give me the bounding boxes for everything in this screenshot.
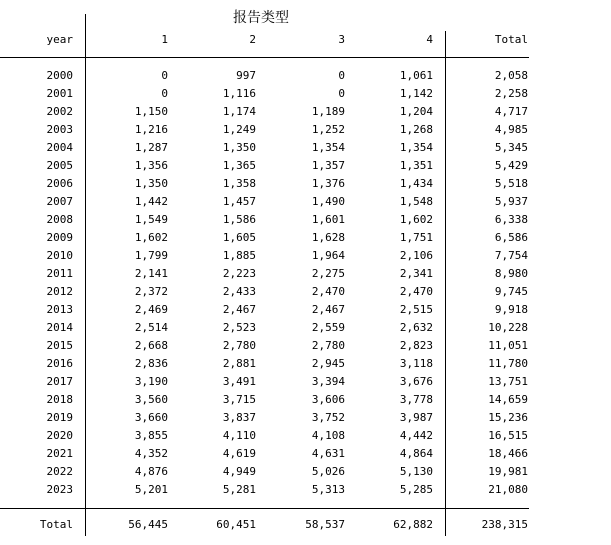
row-total-cell: 6,586 <box>494 231 528 244</box>
row-total-cell: 9,918 <box>494 303 528 316</box>
value-cell-1: 2,469 <box>134 303 168 316</box>
value-cell-1: 3,560 <box>134 393 168 406</box>
year-cell: 2023 <box>46 483 73 496</box>
row-total-cell: 4,717 <box>494 105 528 118</box>
value-cell-4: 3,778 <box>399 393 433 406</box>
value-cell-1: 0 <box>161 87 168 100</box>
value-cell-3: 2,467 <box>311 303 345 316</box>
row-total-cell: 13,751 <box>488 375 528 388</box>
value-cell-3: 2,945 <box>311 357 345 370</box>
row-total-cell: 2,258 <box>494 87 528 100</box>
row-header-label: year <box>46 33 73 46</box>
value-cell-2: 997 <box>236 69 256 82</box>
value-cell-3: 1,376 <box>311 177 345 190</box>
total-row-c1: 56,445 <box>128 518 168 531</box>
row-total-cell: 18,466 <box>488 447 528 460</box>
total-row-total: 238,315 <box>481 518 528 531</box>
row-total-cell: 21,080 <box>488 483 528 496</box>
year-cell: 2019 <box>46 411 73 424</box>
value-cell-4: 1,602 <box>399 213 433 226</box>
year-cell: 2014 <box>46 321 73 334</box>
value-cell-2: 1,365 <box>222 159 256 172</box>
value-cell-1: 4,352 <box>134 447 168 460</box>
column-header-4: 4 <box>426 33 433 46</box>
value-cell-1: 5,201 <box>134 483 168 496</box>
value-cell-2: 4,110 <box>222 429 256 442</box>
year-cell: 2004 <box>46 141 73 154</box>
year-cell: 2008 <box>46 213 73 226</box>
year-cell: 2018 <box>46 393 73 406</box>
value-cell-1: 0 <box>161 69 168 82</box>
column-header-3: 3 <box>338 33 345 46</box>
value-cell-4: 1,751 <box>399 231 433 244</box>
year-cell: 2010 <box>46 249 73 262</box>
year-cell: 2021 <box>46 447 73 460</box>
value-cell-2: 3,715 <box>222 393 256 406</box>
value-cell-4: 1,268 <box>399 123 433 136</box>
value-cell-1: 1,350 <box>134 177 168 190</box>
row-total-cell: 7,754 <box>494 249 528 262</box>
row-total-cell: 5,518 <box>494 177 528 190</box>
value-cell-3: 3,394 <box>311 375 345 388</box>
value-cell-4: 2,341 <box>399 267 433 280</box>
row-total-cell: 19,981 <box>488 465 528 478</box>
value-cell-4: 3,676 <box>399 375 433 388</box>
value-cell-4: 5,130 <box>399 465 433 478</box>
column-header-2: 2 <box>249 33 256 46</box>
column-header-total: Total <box>494 33 528 46</box>
value-cell-4: 1,434 <box>399 177 433 190</box>
value-cell-3: 4,631 <box>311 447 345 460</box>
row-total-cell: 4,985 <box>494 123 528 136</box>
value-cell-3: 5,026 <box>311 465 345 478</box>
value-cell-2: 3,837 <box>222 411 256 424</box>
row-total-cell: 15,236 <box>488 411 528 424</box>
value-cell-3: 3,752 <box>311 411 345 424</box>
value-cell-3: 2,275 <box>311 267 345 280</box>
value-cell-3: 2,470 <box>311 285 345 298</box>
row-total-cell: 10,228 <box>488 321 528 334</box>
value-cell-2: 1,605 <box>222 231 256 244</box>
value-cell-3: 1,964 <box>311 249 345 262</box>
value-cell-3: 2,559 <box>311 321 345 334</box>
year-cell: 2012 <box>46 285 73 298</box>
value-cell-3: 4,108 <box>311 429 345 442</box>
row-total-cell: 16,515 <box>488 429 528 442</box>
total-row-label: Total <box>39 518 73 531</box>
value-cell-2: 2,881 <box>222 357 256 370</box>
value-cell-4: 4,442 <box>399 429 433 442</box>
value-cell-1: 3,855 <box>134 429 168 442</box>
value-cell-4: 5,285 <box>399 483 433 496</box>
value-cell-4: 1,204 <box>399 105 433 118</box>
value-cell-4: 1,548 <box>399 195 433 208</box>
year-cell: 2003 <box>46 123 73 136</box>
value-cell-4: 3,987 <box>399 411 433 424</box>
year-cell: 2016 <box>46 357 73 370</box>
year-cell: 2000 <box>46 69 73 82</box>
value-cell-1: 1,287 <box>134 141 168 154</box>
value-cell-1: 4,876 <box>134 465 168 478</box>
row-total-cell: 11,780 <box>488 357 528 370</box>
row-header-divider <box>85 14 86 536</box>
value-cell-3: 1,252 <box>311 123 345 136</box>
total-row-c4: 62,882 <box>393 518 433 531</box>
value-cell-2: 4,949 <box>222 465 256 478</box>
row-total-cell: 5,345 <box>494 141 528 154</box>
value-cell-3: 2,780 <box>311 339 345 352</box>
value-cell-2: 3,491 <box>222 375 256 388</box>
value-cell-1: 2,141 <box>134 267 168 280</box>
total-rule <box>0 508 529 509</box>
value-cell-4: 1,142 <box>399 87 433 100</box>
value-cell-2: 1,174 <box>222 105 256 118</box>
value-cell-3: 1,490 <box>311 195 345 208</box>
value-cell-4: 1,354 <box>399 141 433 154</box>
year-cell: 2013 <box>46 303 73 316</box>
value-cell-2: 2,223 <box>222 267 256 280</box>
year-cell: 2006 <box>46 177 73 190</box>
value-cell-1: 1,356 <box>134 159 168 172</box>
row-total-cell: 11,051 <box>488 339 528 352</box>
year-cell: 2002 <box>46 105 73 118</box>
value-cell-4: 2,823 <box>399 339 433 352</box>
value-cell-3: 1,354 <box>311 141 345 154</box>
value-cell-2: 2,780 <box>222 339 256 352</box>
value-cell-3: 5,313 <box>311 483 345 496</box>
value-cell-1: 1,799 <box>134 249 168 262</box>
value-cell-2: 4,619 <box>222 447 256 460</box>
year-cell: 2022 <box>46 465 73 478</box>
value-cell-3: 1,628 <box>311 231 345 244</box>
year-cell: 2009 <box>46 231 73 244</box>
value-cell-1: 3,660 <box>134 411 168 424</box>
year-cell: 2017 <box>46 375 73 388</box>
total-column-divider <box>445 31 446 536</box>
value-cell-2: 2,523 <box>222 321 256 334</box>
header-rule <box>0 57 529 58</box>
row-total-cell: 14,659 <box>488 393 528 406</box>
row-total-cell: 8,980 <box>494 267 528 280</box>
value-cell-2: 2,467 <box>222 303 256 316</box>
value-cell-1: 1,442 <box>134 195 168 208</box>
value-cell-3: 1,189 <box>311 105 345 118</box>
row-total-cell: 5,429 <box>494 159 528 172</box>
value-cell-2: 1,457 <box>222 195 256 208</box>
value-cell-2: 2,433 <box>222 285 256 298</box>
value-cell-1: 1,216 <box>134 123 168 136</box>
total-row-c3: 58,537 <box>305 518 345 531</box>
year-cell: 2011 <box>46 267 73 280</box>
value-cell-4: 2,470 <box>399 285 433 298</box>
group-label: 报告类型 <box>233 10 289 26</box>
value-cell-4: 2,106 <box>399 249 433 262</box>
value-cell-2: 1,116 <box>222 87 256 100</box>
value-cell-4: 1,351 <box>399 159 433 172</box>
value-cell-1: 1,150 <box>134 105 168 118</box>
value-cell-1: 2,836 <box>134 357 168 370</box>
year-cell: 2005 <box>46 159 73 172</box>
value-cell-1: 2,668 <box>134 339 168 352</box>
row-total-cell: 2,058 <box>494 69 528 82</box>
value-cell-4: 3,118 <box>399 357 433 370</box>
total-row-c2: 60,451 <box>216 518 256 531</box>
year-cell: 2007 <box>46 195 73 208</box>
column-header-1: 1 <box>161 33 168 46</box>
value-cell-2: 1,249 <box>222 123 256 136</box>
value-cell-2: 5,281 <box>222 483 256 496</box>
value-cell-1: 1,549 <box>134 213 168 226</box>
value-cell-3: 3,606 <box>311 393 345 406</box>
value-cell-3: 0 <box>338 87 345 100</box>
value-cell-1: 1,602 <box>134 231 168 244</box>
value-cell-1: 2,372 <box>134 285 168 298</box>
value-cell-3: 1,357 <box>311 159 345 172</box>
value-cell-2: 1,358 <box>222 177 256 190</box>
year-cell: 2015 <box>46 339 73 352</box>
value-cell-2: 1,350 <box>222 141 256 154</box>
value-cell-4: 1,061 <box>399 69 433 82</box>
value-cell-1: 3,190 <box>134 375 168 388</box>
row-total-cell: 5,937 <box>494 195 528 208</box>
value-cell-3: 0 <box>338 69 345 82</box>
year-cell: 2020 <box>46 429 73 442</box>
value-cell-3: 1,601 <box>311 213 345 226</box>
row-total-cell: 6,338 <box>494 213 528 226</box>
row-total-cell: 9,745 <box>494 285 528 298</box>
value-cell-4: 4,864 <box>399 447 433 460</box>
value-cell-4: 2,632 <box>399 321 433 334</box>
value-cell-2: 1,885 <box>222 249 256 262</box>
value-cell-2: 1,586 <box>222 213 256 226</box>
value-cell-1: 2,514 <box>134 321 168 334</box>
year-cell: 2001 <box>46 87 73 100</box>
value-cell-4: 2,515 <box>399 303 433 316</box>
